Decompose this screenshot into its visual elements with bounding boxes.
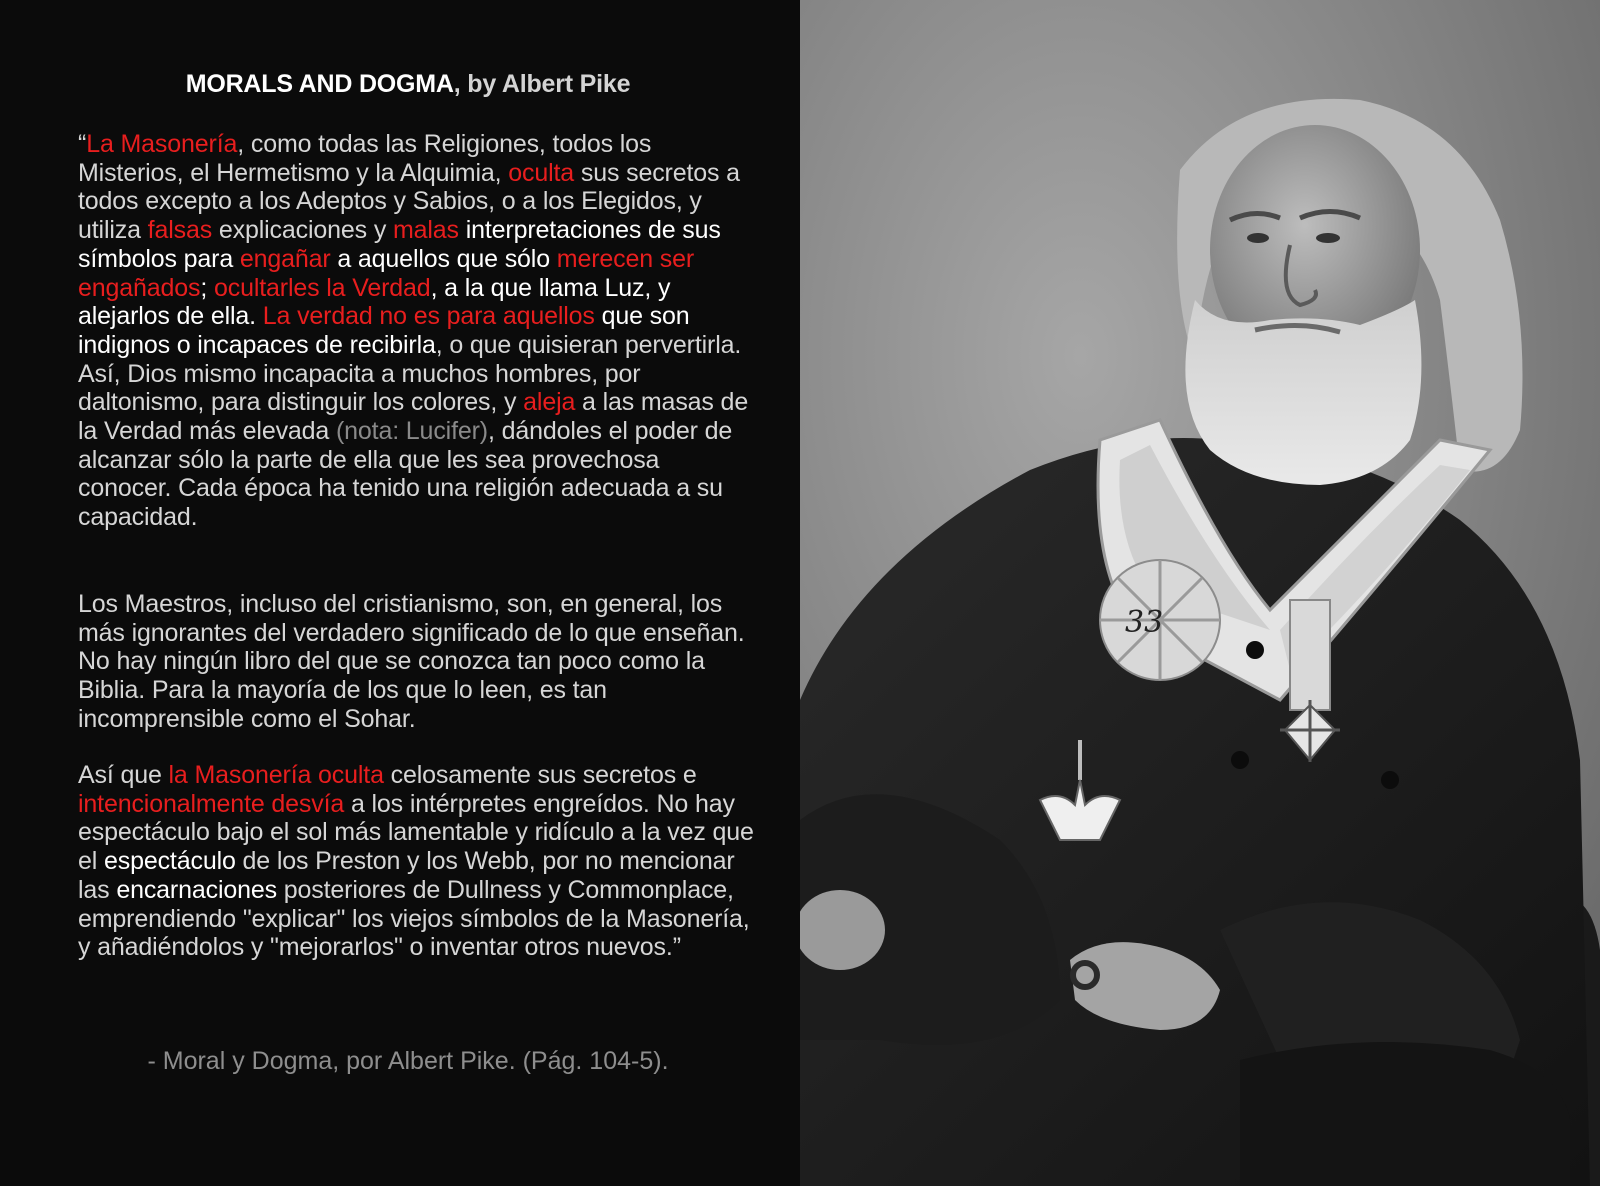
quote-text: a las masas de la Verdad más elevada — [78, 388, 749, 446]
quote-text: , como todas las Religiones, todos los Misterios, el Hermetismo y la Alquimia, — [78, 130, 652, 187]
coat-button — [1231, 751, 1249, 769]
quote-text: interpretaciones de sus símbolos para — [78, 216, 721, 273]
citation: - Moral y Dogma, por Albert Pike. (Pág. 104-5). — [147, 1047, 669, 1075]
highlighted-text: La verdad no es para aquellos — [262, 302, 595, 331]
quote-paragraph-2 — [78, 590, 758, 734]
quote-paragraph-3 — [78, 761, 758, 962]
quote-text: a los intérpretes engreídos. No hay espectáculo bajo el sol más lamentable y ridículo a la vez que el — [78, 789, 754, 876]
quote-text: espectáculo — [103, 847, 236, 876]
highlighted-text: malas — [392, 216, 459, 245]
page-title — [0, 70, 816, 99]
highlighted-text: La Masonería — [86, 130, 238, 158]
title-author: , by Albert Pike — [453, 70, 631, 98]
highlighted-text: intencionalmente desvía — [78, 789, 345, 818]
quote-text: (nota: Lucifer) — [335, 417, 488, 446]
quote-text: a aquellos que sólo — [330, 244, 557, 273]
chair-arm — [1240, 1042, 1570, 1186]
quote-text: , a la que llama Luz, y alejarlos de ella. — [78, 273, 671, 331]
quote-text: explicaciones y — [212, 216, 393, 245]
highlighted-text: aleja — [523, 388, 576, 417]
portrait-illustration — [800, 0, 1600, 1186]
quote-text: celosamente sus secretos e — [383, 761, 697, 789]
quote-paragraph-1 — [78, 130, 758, 532]
highlighted-text: merecen ser engañados — [78, 244, 695, 302]
quote-text: que son indignos o incapaces de recibirla — [78, 302, 690, 359]
quote-text: sus secretos a todos excepto a los Adeptos y Sabios, o a los Elegidos, y utiliza — [78, 158, 740, 245]
quote-text: “ — [78, 130, 87, 158]
quote-text: Los Maestros, incluso del cristianismo, son, en general, los más ignorantes del verdadero significado de lo que enseñan. No hay ningún libro del que se conozca tan poco como la Biblia. Para la mayoría de los que lo leen, es tan incomprensible como el Sohar. — [78, 590, 745, 733]
left-eye — [1247, 233, 1269, 243]
quote-text: Así que — [78, 761, 169, 789]
highlighted-text: falsas — [147, 216, 213, 245]
highlighted-text: ocultarles la Verdad — [213, 273, 431, 302]
coat-button — [1246, 641, 1264, 659]
portrait-photo — [800, 0, 1600, 1186]
quote-text: , o que quisieran pervertirla. Así, Dios mismo incapacita a muchos hombres, por daltonismo, para distinguir los colores, y — [78, 330, 742, 417]
highlighted-text: la Masonería oculta — [168, 761, 384, 789]
collar-number: 33 — [1125, 605, 1164, 640]
right-eye — [1316, 233, 1340, 243]
highlighted-text: engañar — [239, 244, 331, 273]
quote-text: , dándoles el poder de alcanzar sólo la parte de ella que les sea provechosa conocer. Cada época ha tenido una religión adecuada a su capacidad. — [78, 417, 733, 532]
quote-text: encarnaciones — [116, 875, 277, 904]
medal-ribbon — [1290, 600, 1330, 710]
quote-text: de los Preston y los Webb, por no mencionar las — [78, 847, 735, 904]
coat-button — [1381, 771, 1399, 789]
highlighted-text: oculta — [508, 158, 575, 187]
quote-text: posteriores de Dullness y Commonplace, emprendiendo "explicar" los viejos símbolos de la Masonería, y añadiéndolos y "mejorarlos" o inventar otros nuevos.” — [78, 875, 750, 962]
quote-text: ; — [200, 273, 214, 302]
title-main: MORALS AND DOGMA — [185, 70, 454, 98]
